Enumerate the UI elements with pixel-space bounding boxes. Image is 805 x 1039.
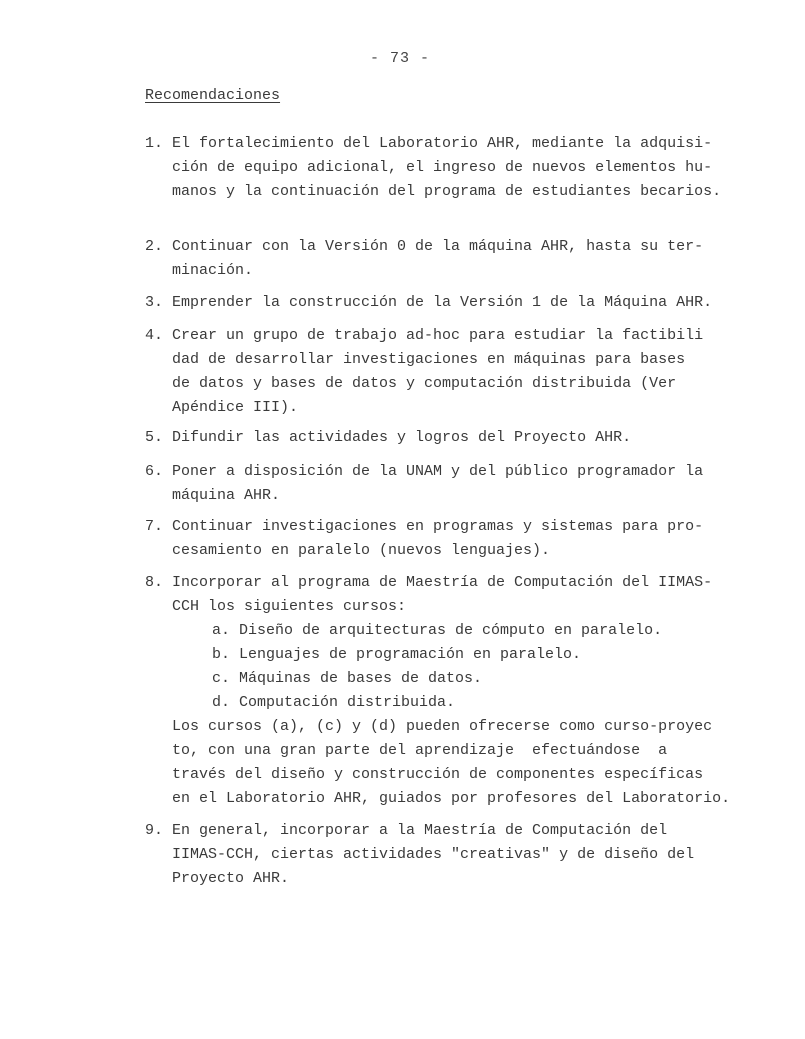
item-line: ción de equipo adicional, el ingreso de nuevos elementos hu- [172,159,713,176]
item-body [172,515,765,563]
item-number: 3. [145,294,164,311]
recommendation-item-5 [145,426,765,450]
item-line: cesamiento en paralelo (nuevos lenguajes). [172,542,551,559]
item-body [172,819,765,891]
item-line: de datos y bases de datos y computación distribuida (Ver [172,375,677,392]
section-heading: Recomendaciones [145,87,281,104]
item-line: Apéndice III). [172,399,299,416]
item-number: 7. [145,518,164,535]
item-line: IIMAS-CCH, ciertas actividades "creativas" y de diseño del [172,846,695,863]
item-line: to, con una gran parte del aprendizaje efectuándose a [172,742,668,759]
item-line: En general, incorporar a la Maestría de Computación del [172,822,668,839]
course-item: a. Diseño de arquitecturas de cómputo en paralelo. [212,622,663,639]
item-line: CCH los siguientes cursos: [172,598,407,615]
item-line: Continuar con la Versión 0 de la máquina AHR, hasta su ter- [172,238,704,255]
course-item: d. Computación distribuida. [212,694,456,711]
recommendation-item-2 [145,235,765,283]
item-body [172,324,765,420]
item-line: manos y la continuación del programa de estudiantes becarios. [172,183,722,200]
item-line: Los cursos (a), (c) y (d) pueden ofrecerse como curso-proyec [172,718,713,735]
course-list [212,619,765,715]
recommendation-item-6 [145,460,765,508]
item-number: 8. [145,574,164,591]
item-line: Poner a disposición de la UNAM y del público programador la [172,463,704,480]
item-line: dad de desarrollar investigaciones en máquinas para bases [172,351,686,368]
item-line: Emprender la construcción de la Versión 1 de la Máquina AHR. [172,294,713,311]
item-number: 4. [145,327,164,344]
recommendation-item-8 [145,571,765,811]
course-item: b. Lenguajes de programación en paralelo. [212,646,582,663]
recommendation-item-7 [145,515,765,563]
item-body [172,291,765,315]
item-line: Crear un grupo de trabajo ad-hoc para estudiar la factibili [172,327,704,344]
page-number: - 73 - [370,50,431,67]
item-line: Continuar investigaciones en programas y sistemas para pro- [172,518,704,535]
item-line: en el Laboratorio AHR, guiados por profesores del Laboratorio. [172,790,731,807]
recommendation-item-4 [145,324,765,420]
recommendation-item-3 [145,291,765,315]
course-note [172,715,765,811]
item-line: Incorporar al programa de Maestría de Computación del IIMAS- [172,574,713,591]
item-number: 1. [145,135,164,152]
item-body [172,460,765,508]
item-number: 6. [145,463,164,480]
item-line: El fortalecimiento del Laboratorio AHR, mediante la adquisi- [172,135,713,152]
item-line: Difundir las actividades y logros del Proyecto AHR. [172,429,632,446]
item-body [172,571,765,811]
item-body [172,132,765,204]
item-number: 9. [145,822,164,839]
recommendation-item-1 [145,132,765,204]
course-item: c. Máquinas de bases de datos. [212,670,483,687]
item-body [172,235,765,283]
item-line: Proyecto AHR. [172,870,290,887]
item-line: máquina AHR. [172,487,281,504]
item-line: minación. [172,262,254,279]
item-number: 2. [145,238,164,255]
recommendation-item-9 [145,819,765,891]
item-body [172,426,765,450]
item-number: 5. [145,429,164,446]
item-line: través del diseño y construcción de componentes específicas [172,766,704,783]
